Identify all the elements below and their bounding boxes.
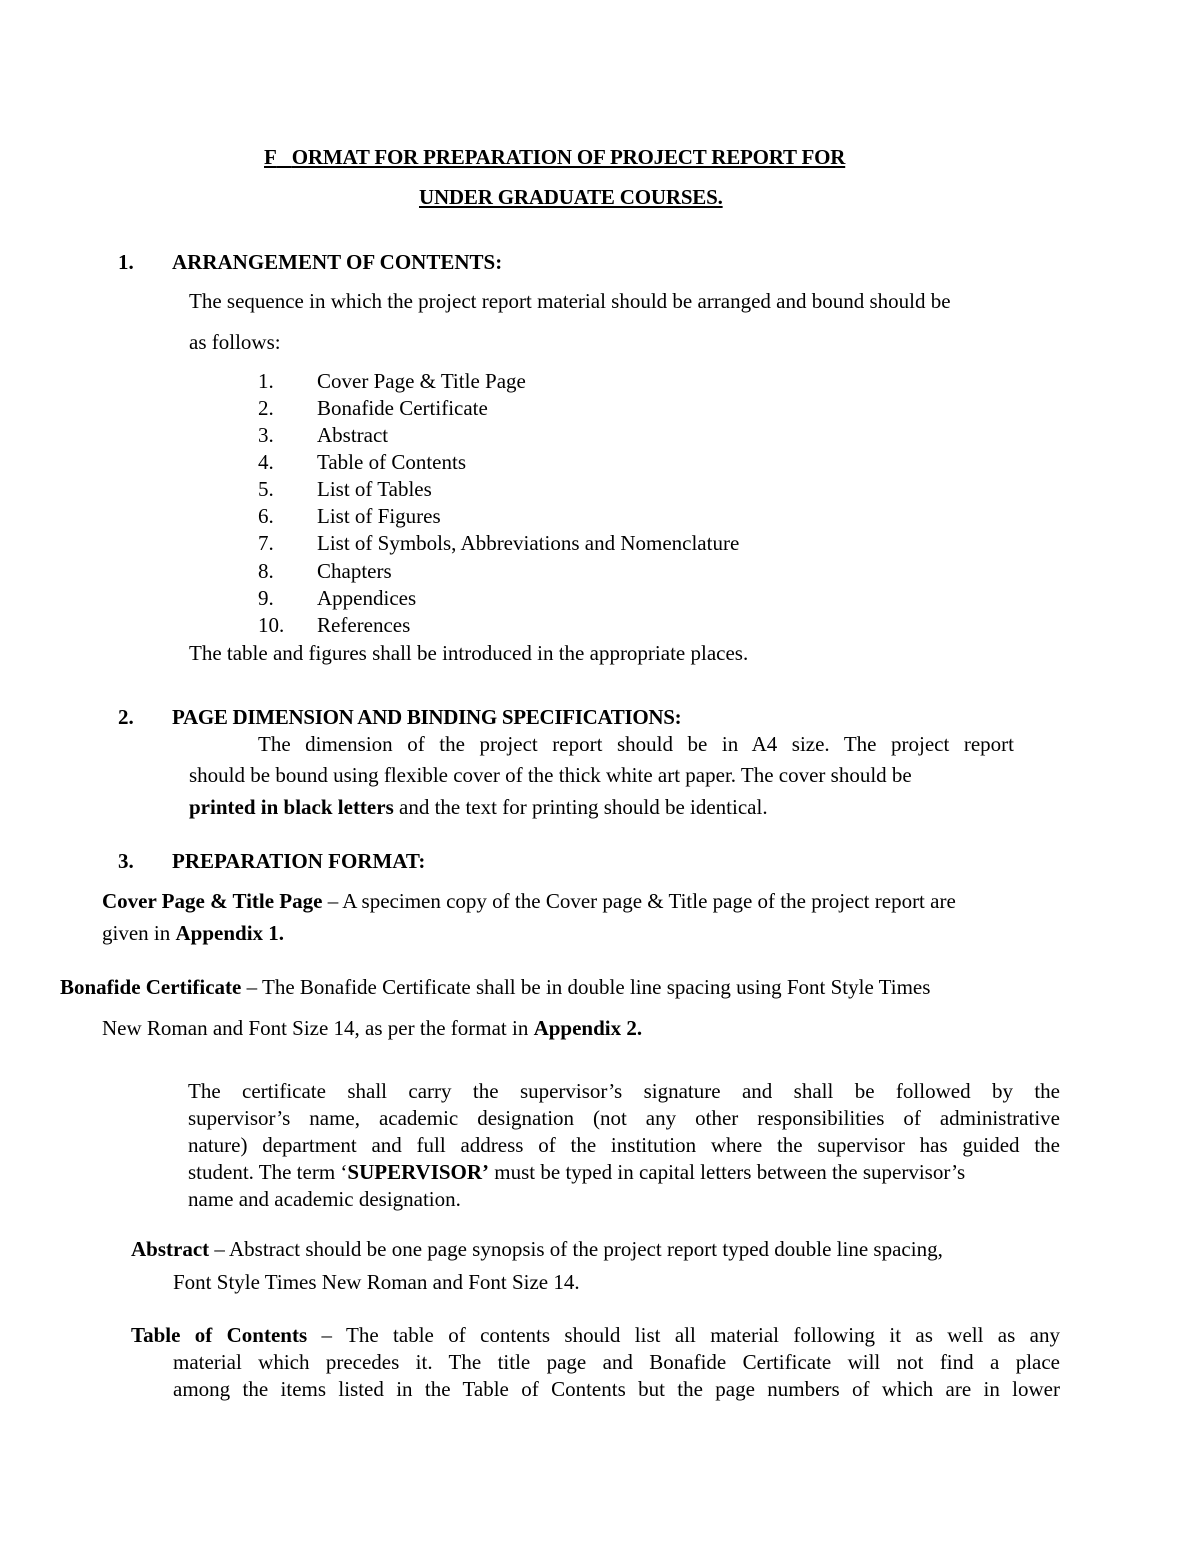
toc-label: Table of Contents (131, 1323, 308, 1347)
bonafide-line1: Bonafide Certificate – The Bonafide Certificate shall be in double line spacing using Font Style Times (60, 975, 931, 999)
section1-closing: The table and figures shall be introduced in the appropriate places. (189, 641, 749, 665)
bonafide-label: Bonafide Certificate (60, 975, 242, 999)
title-first-letter: F (264, 145, 277, 169)
certificate-line1: The certificate shall carry the supervisor’s signature and shall be followed by the (188, 1079, 1060, 1103)
cover-page-label: Cover Page & Title Page (102, 889, 323, 913)
toc-line1: Table of Contents – The table of contents should list all material following it as well as any (131, 1323, 1060, 1347)
section1-heading: ARRANGEMENT OF CONTENTS: (172, 250, 503, 274)
section3-number: 3. (118, 849, 134, 873)
abstract-line2: Font Style Times New Roman and Font Size 14. (173, 1270, 580, 1294)
section2-line2: should be bound using flexible cover of the thick white art paper. The cover should be (189, 763, 912, 787)
cover-page-line2: given in Appendix 1. (102, 921, 285, 945)
cover-page-line1: Cover Page & Title Page – A specimen copy of the Cover page & Title page of the project report are (102, 889, 956, 913)
section3-heading: PREPARATION FORMAT: (172, 849, 426, 873)
section2-number: 2. (118, 705, 134, 729)
certificate-line5: name and academic designation. (188, 1187, 461, 1211)
title-line1-rest: ORMAT FOR PREPARATION OF PROJECT REPORT FOR (291, 145, 846, 169)
section2-line3-rest: and the text for printing should be identical. (393, 795, 768, 819)
certificate-line3: nature) department and full address of the institution where the supervisor has guided the (188, 1133, 1060, 1157)
section2-line1: The dimension of the project report should be in A4 size. The project report (258, 732, 1014, 756)
document-title-line2: UNDER GRADUATE COURSES. (419, 185, 723, 209)
section1-intro-line2: as follows: (189, 330, 281, 354)
section1-number: 1. (118, 250, 134, 274)
certificate-line4: student. The term ‘SUPERVISOR’ must be typed in capital letters between the supervisor’s (188, 1160, 966, 1184)
abstract-label: Abstract (131, 1237, 210, 1261)
section2-heading: PAGE DIMENSION AND BINDING SPECIFICATIONS: (172, 705, 682, 729)
section1-intro-line1: The sequence in which the project report material should be arranged and bound should be (189, 289, 951, 313)
certificate-line2: supervisor’s name, academic designation (not any other responsibilities of administrative (188, 1106, 1060, 1130)
bonafide-line2: New Roman and Font Size 14, as per the format in Appendix 2. (102, 1016, 643, 1040)
toc-line3: among the items listed in the Table of Contents but the page numbers of which are in lower (173, 1377, 1060, 1401)
toc-line2: material which precedes it. The title page and Bonafide Certificate will not find a place (173, 1350, 1060, 1374)
section2-line3 (189, 795, 768, 820)
document-title-line1 (264, 145, 845, 170)
abstract-line1: Abstract – Abstract should be one page synopsis of the project report typed double line spacing, (131, 1237, 943, 1261)
section2-line3-bold: printed in black letters (189, 795, 394, 819)
